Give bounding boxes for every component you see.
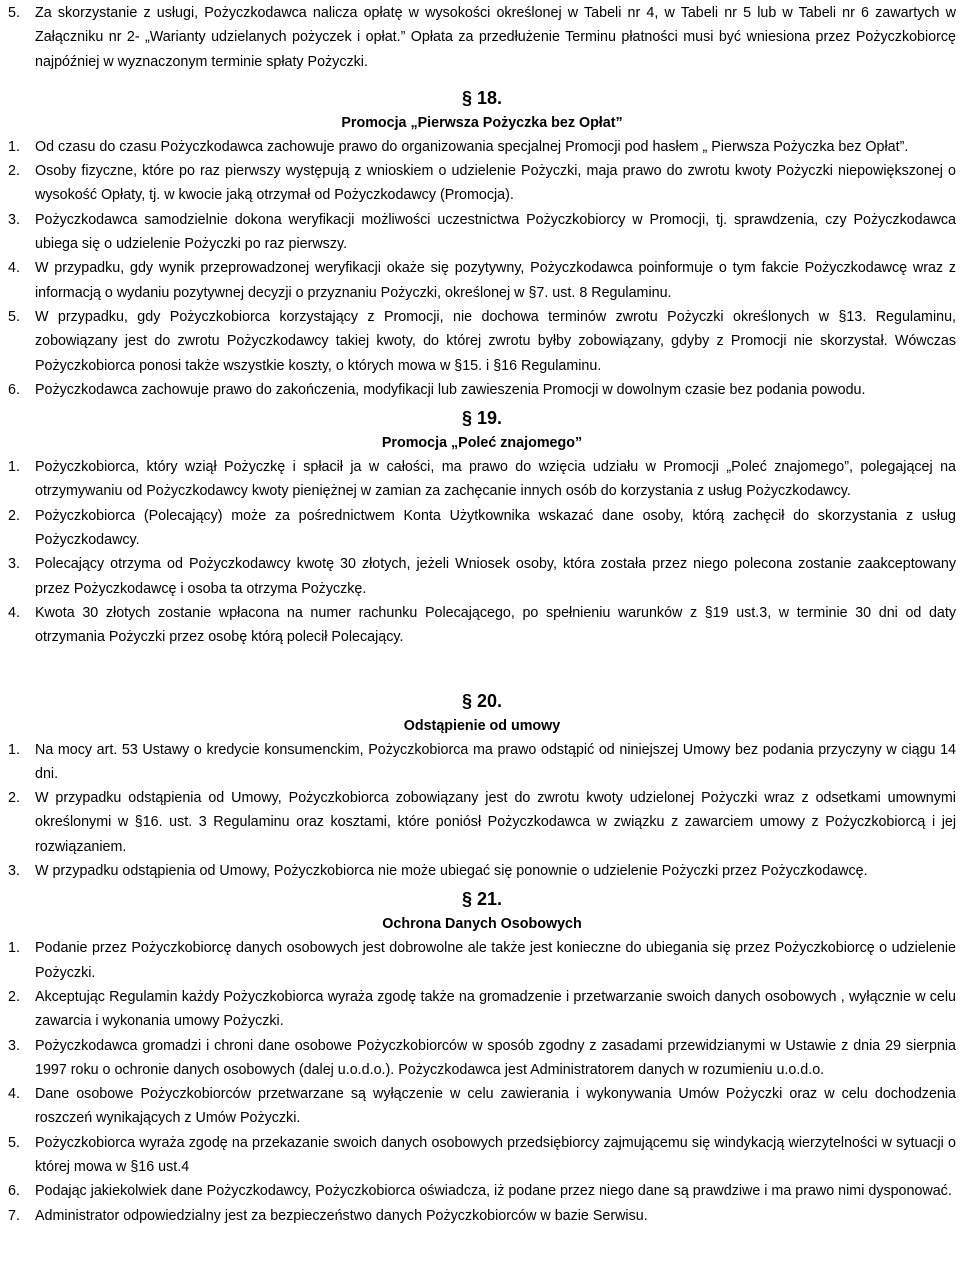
item-text: Kwota 30 złotych zostanie wpłacona na numer rachunku Polecającego, po spełnieniu warunków z §19 ust.3, w terminie 30 dni od daty otrzymania Pożyczki przez osobę którą polecił Polecający. — [35, 604, 956, 646]
list-item — [8, 786, 956, 859]
section-title: Ochrona Danych Osobowych — [382, 916, 582, 933]
list-item — [8, 552, 956, 601]
item-number: 3. — [8, 1037, 20, 1054]
section-list — [8, 135, 956, 402]
intro-list — [8, 1, 956, 74]
item-text: Od czasu do czasu Pożyczkodawca zachowuje prawo do organizowania specjalnej Promocji pod hasłem „ Pierwsza Pożyczka bez Opłat”. — [35, 138, 909, 155]
list-item — [8, 936, 956, 985]
item-text: W przypadku, gdy wynik przeprowadzonej weryfikacji okaże się pozytywny, Pożyczkodawca poinformuje o tym fakcie Pożyczkodawcę wraz z informacją o wydaniu pozytywnej decyzji o przyznaniu Pożyczki, określonej w §7. ust. 8 Regulaminu. — [35, 260, 956, 301]
item-number: 2. — [8, 163, 20, 180]
item-text: W przypadku, gdy Pożyczkobiorca korzystający z Promocji, nie dochowa terminów zwrotu Pożyczki określonych w §13. Regulaminu, zobowiązany jest do zwrotu Pożyczkodawcy takiej kwoty, do której zwrotu byłby zobowiązany, gdyby z Promocji nie skorzystał. Wówczas Pożyczkobiorca ponosi także wszystkie koszty, o których mowa w §15. i §16 Regulaminu. — [35, 308, 956, 374]
item-number: 2. — [8, 988, 20, 1005]
list-item — [8, 1082, 956, 1131]
list-item — [8, 1034, 956, 1083]
list-item — [8, 985, 956, 1034]
item-number: 1. — [8, 459, 20, 476]
list-item — [8, 859, 956, 883]
item-number: 1. — [8, 741, 20, 758]
item-text: Akceptując Regulamin każdy Pożyczkobiorca wyraża zgodę także na gromadzenie i przetwarzanie swoich danych osobowych , wyłącznie w celu zawarcia i wykonania umowy Pożyczki. — [35, 988, 956, 1030]
section-number: § 18. — [461, 87, 503, 108]
list-item — [8, 1131, 956, 1180]
item-number: 4. — [8, 1086, 20, 1103]
list-item — [8, 455, 956, 504]
item-number: 1. — [8, 940, 20, 957]
list-item — [8, 1, 956, 74]
list-item — [8, 601, 956, 650]
list-item — [8, 159, 956, 208]
item-text: W przypadku odstąpienia od Umowy, Pożyczkobiorca zobowiązany jest do zwrotu kwoty udzielonej Pożyczki wraz z odsetkami umownymi określonymi w §16. ust. 3 Regulaminu oraz kosztami, które poniósł Pożyczkodawca w związku z zawarciem umowy z Pożyczkobiorcą i jej rozwiązaniem. — [35, 790, 956, 855]
item-number: 6. — [8, 1183, 20, 1200]
item-text: Podając jakiekolwiek dane Pożyczkodawcy, Pożyczkobiorca oświadcza, iż podane przez niego dane są prawdziwe i ma prawo nimi dysponować. — [35, 1183, 952, 1200]
section-title: Odstąpienie od umowy — [403, 717, 561, 734]
item-number: 3. — [8, 863, 20, 880]
section-list — [8, 455, 956, 649]
item-text: Polecający otrzyma od Pożyczkodawcy kwotę 30 złotych, jeżeli Wniosek osoby, która została przez niego polecona zostanie zaakceptowany przez Pożyczkodawcę i osoba ta otrzyma Pożyczkę. — [35, 556, 956, 597]
item-text: Pożyczkodawca samodzielnie dokona weryfikacji możliwości uczestnictwa Pożyczkobiorcy w Promocji, tj. sprawdzenia, czy Pożyczkodawca ubiega się o udzielenie Pożyczki po raz pierwszy. — [35, 211, 956, 253]
section-21 — [8, 886, 956, 1228]
list-item — [8, 738, 956, 787]
item-number: 4. — [8, 604, 20, 621]
item-number: 3. — [8, 211, 20, 228]
item-text: Podanie przez Pożyczkobiorcę danych osobowych jest dobrowolne ale także jest konieczne do ubiegania się przez Pożyczkobiorcę o udzielenie Pożyczki. — [35, 940, 956, 981]
item-number: 6. — [8, 381, 20, 398]
list-item — [8, 504, 956, 553]
section-20 — [8, 688, 956, 884]
list-item — [8, 378, 956, 402]
item-number: 3. — [8, 556, 20, 573]
section-19 — [8, 405, 956, 649]
list-item — [8, 208, 956, 257]
item-number: 5. — [8, 5, 20, 21]
list-item — [8, 1204, 956, 1228]
item-number: 7. — [8, 1207, 20, 1224]
section-title: Promocja „Pierwsza Pożyczka bez Opłat” — [341, 114, 623, 131]
list-item — [8, 256, 956, 305]
list-item — [8, 305, 956, 378]
section-number: § 20. — [461, 690, 503, 711]
section-18 — [8, 85, 956, 402]
item-text: Administrator odpowiedzialny jest za bezpieczeństwo danych Pożyczkobiorców w bazie Serwisu. — [35, 1207, 648, 1224]
item-number: 2. — [8, 790, 20, 807]
item-text: Pożyczkobiorca, który wziął Pożyczkę i spłacił ja w całości, ma prawo do wzięcia udziału w Promocji „Poleć znajomego”, polegającej na otrzymywaniu od Pożyczkodawcy kwoty pieniężnej w zamian za zachęcanie innych osób do korzystania z usług Pożyczkodawcy. — [35, 459, 956, 500]
item-number: 5. — [8, 308, 20, 325]
item-text: Za skorzystanie z usługi, Pożyczkodawca nalicza opłatę w wysokości określonej w Tabeli nr 4, w Tabeli nr 5 lub w Tabeli nr 6 zawartych w Załączniku nr 2- „Warianty udzielanych pożyczek i opłat.” Opłata za przedłużenie Terminu płatności musi być wniesiona przez Pożyczkobiorcę najpóźniej w wyznaczonym terminie spłaty Pożyczki. — [35, 5, 956, 70]
section-list — [8, 738, 956, 884]
item-text: Pożyczkobiorca wyraża zgodę na przekazanie swoich danych osobowych przedsiębiorcy zajmującemu się windykacją wierzytelności w sytuacji o której mowa w §16 ust.4 — [35, 1134, 956, 1175]
item-text: Osoby fizyczne, które po raz pierwszy występują z wnioskiem o udzielenie Pożyczki, maja prawo do zwrotu kwoty Pożyczki niepowiększonej o wysokość Opłaty, tj. w kwocie jaką otrzymał od Pożyczkodawcy (Promocja). — [35, 163, 956, 204]
item-text: Na mocy art. 53 Ustawy o kredycie konsumenckim, Pożyczkobiorca ma prawo odstąpić od niniejszej Umowy bez podania przyczyny w ciągu 14 dni. — [35, 741, 956, 782]
item-number: 1. — [8, 138, 20, 155]
section-number: § 21. — [461, 889, 503, 910]
list-item — [8, 135, 956, 159]
item-text: Dane osobowe Pożyczkobiorców przetwarzane są wyłączenie w celu zawierania i wykonywania Umów Pożyczki oraz w celu dochodzenia roszczeń wynikających z Umów Pożyczki. — [35, 1086, 956, 1127]
item-number: 2. — [8, 507, 20, 524]
list-item — [8, 1179, 956, 1203]
item-text: W przypadku odstąpienia od Umowy, Pożyczkobiorca nie może ubiegać się ponownie o udzielenie Pożyczki przez Pożyczkodawcę. — [35, 863, 868, 880]
item-text: Pożyczkodawca zachowuje prawo do zakończenia, modyfikacji lub zawieszenia Promocji w dowolnym czasie bez podania powodu. — [35, 381, 866, 398]
item-number: 4. — [8, 260, 20, 277]
item-text: Pożyczkodawca gromadzi i chroni dane osobowe Pożyczkobiorców w sposób zgodny z zasadami przewidzianymi w Ustawie z dnia 29 sierpnia 1997 roku o ochronie danych osobowych (dalej u.o.d.o.). Pożyczkodawca jest Administratorem danych w rozumieniu u.o.d.o. — [35, 1037, 956, 1078]
item-text: Pożyczkobiorca (Polecający) może za pośrednictwem Konta Użytkownika wskazać dane osoby, którą zachęcił do skorzystania z usług Pożyczkodawcy. — [35, 507, 956, 549]
section-number: § 19. — [461, 408, 503, 429]
section-list — [8, 936, 956, 1228]
item-number: 5. — [8, 1134, 20, 1151]
section-title: Promocja „Poleć znajomego” — [381, 435, 583, 452]
